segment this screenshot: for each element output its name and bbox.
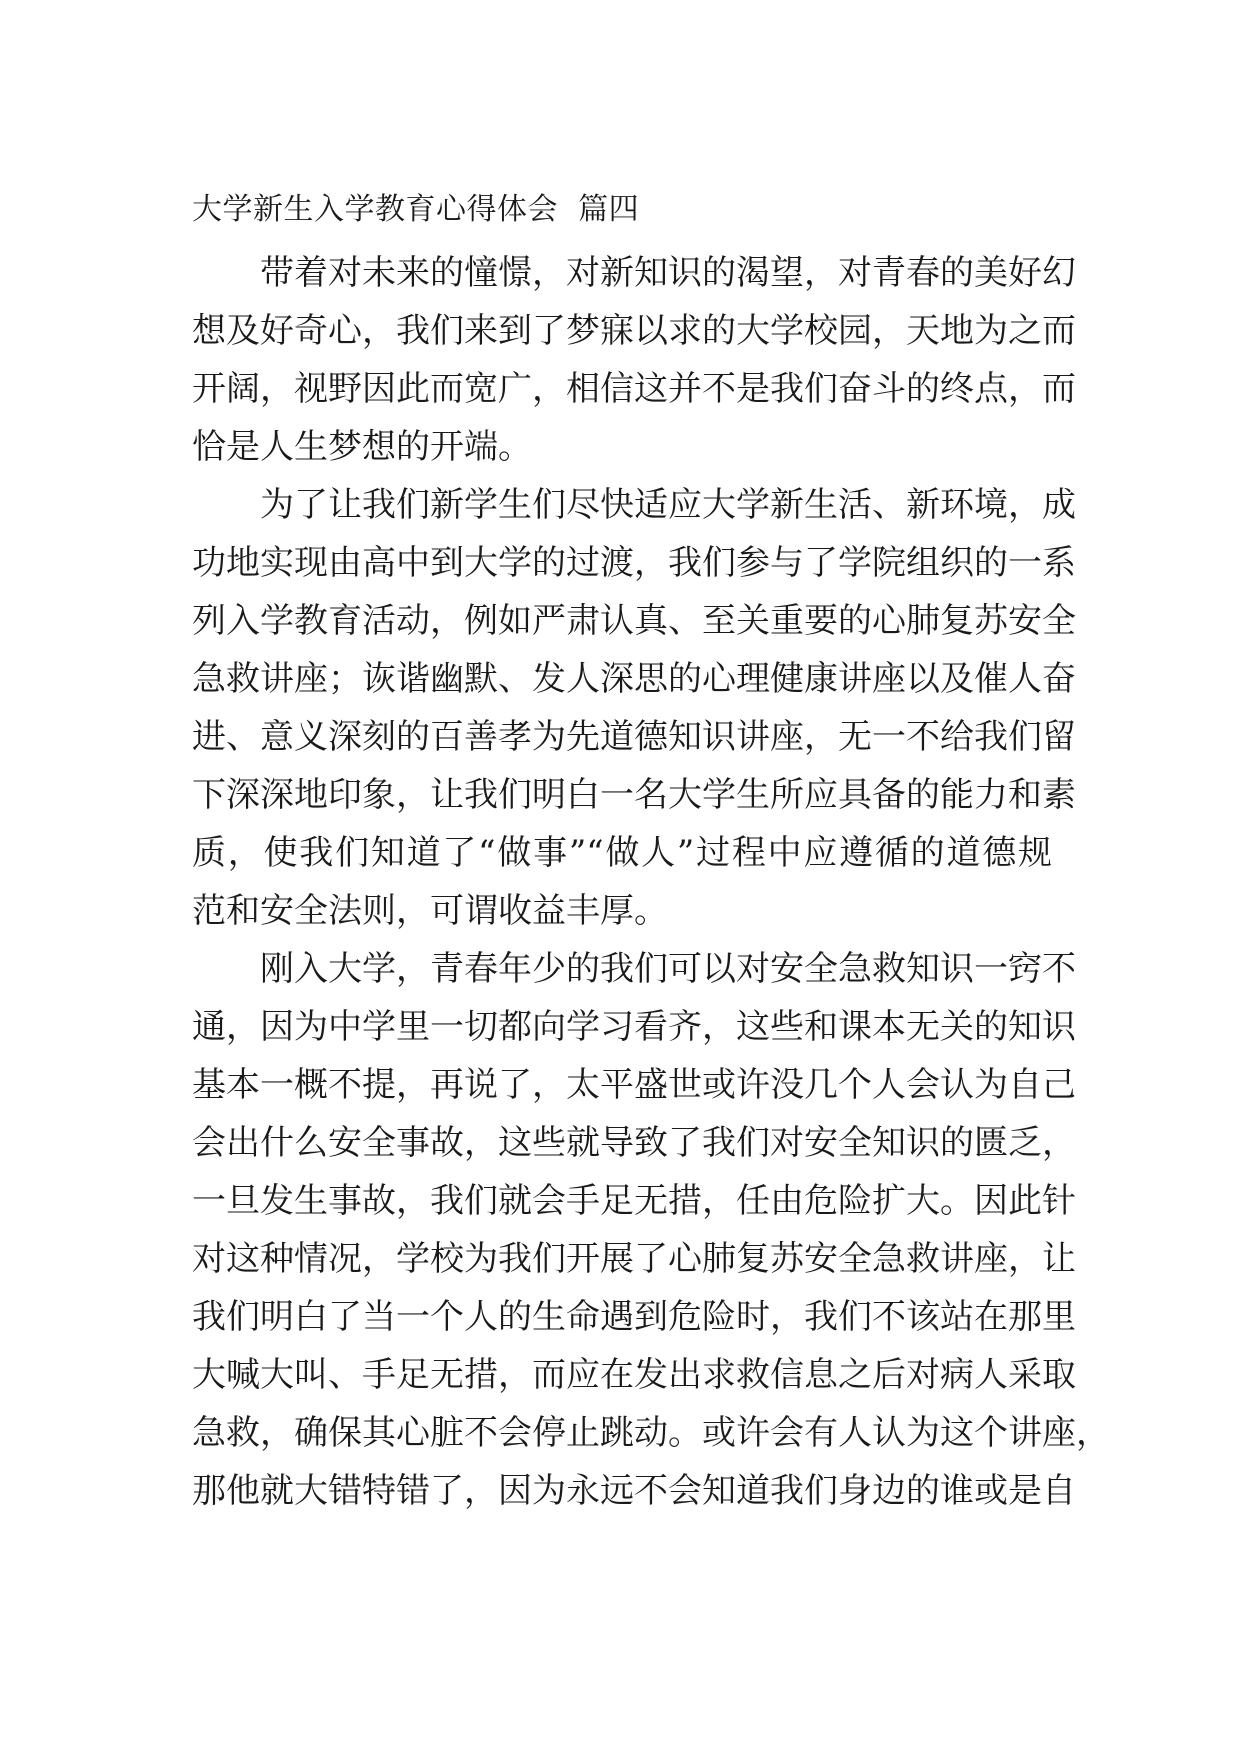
paragraph-line: 急救，确保其心脏不会停止跳动。或许会有人认为这个讲座， xyxy=(192,1413,1110,1453)
document-body xyxy=(192,188,1110,1520)
paragraph-line: 开阔，视野因此而宽广，相信这并不是我们奋斗的终点，而 xyxy=(192,369,1076,409)
paragraph-line: 为了让我们新学生们尽快适应大学新生活、新环境，成 xyxy=(260,485,1076,525)
paragraph-line: 那他就大错特错了，因为永远不会知道我们身边的谁或是自 xyxy=(192,1471,1076,1511)
paragraph-line: 进、意义深刻的百善孝为先道德知识讲座，无一不给我们留 xyxy=(192,717,1076,757)
paragraph-line: 一旦发生事故，我们就会手足无措，任由危险扩大。因此针 xyxy=(192,1181,1076,1221)
paragraph-line: 会出什么安全事故，这些就导致了我们对安全知识的匮乏， xyxy=(192,1123,1076,1163)
paragraph-line: 恰是人生梦想的开端。 xyxy=(192,427,532,467)
paragraph-line: 基本一概不提，再说了，太平盛世或许没几个人会认为自己 xyxy=(192,1065,1076,1105)
paragraph-line: 急救讲座；诙谐幽默、发人深思的心理健康讲座以及催人奋 xyxy=(192,659,1076,699)
paragraph-line: 想及好奇心，我们来到了梦寐以求的大学校园，天地为之而 xyxy=(192,311,1076,351)
paragraph-container xyxy=(192,244,1110,1520)
paragraph-line: 范和安全法则，可谓收益丰厚。 xyxy=(192,891,668,931)
paragraph-line: 大喊大叫、手足无措，而应在发出求救信息之后对病人采取 xyxy=(192,1355,1076,1395)
paragraph-line: 我们明白了当一个人的生命遇到危险时，我们不该站在那里 xyxy=(192,1297,1076,1337)
paragraph-line: 列入学教育活动，例如严肃认真、至关重要的心肺复苏安全 xyxy=(192,601,1076,641)
paragraph xyxy=(192,476,1076,940)
paragraph xyxy=(192,940,1110,1520)
paragraph-line: 质，使我们知道了“做事”“做人”过程中应遵循的道德规 xyxy=(192,833,1052,873)
paragraph-line: 功地实现由高中到大学的过渡，我们参与了学院组织的一系 xyxy=(192,543,1076,583)
paragraph xyxy=(192,244,1076,476)
paragraph-line: 刚入大学，青春年少的我们可以对安全急救知识一窍不 xyxy=(260,949,1076,989)
paragraph-line: 通，因为中学里一切都向学习看齐，这些和课本无关的知识 xyxy=(192,1007,1076,1047)
paragraph-line: 带着对未来的憧憬，对新知识的渴望，对青春的美好幻 xyxy=(260,253,1076,293)
document-title: 大学新生入学教育心得体会 篇四 xyxy=(192,192,640,227)
paragraph-line: 下深深地印象，让我们明白一名大学生所应具备的能力和素 xyxy=(192,775,1076,815)
paragraph-line: 对这种情况，学校为我们开展了心肺复苏安全急救讲座，让 xyxy=(192,1239,1076,1279)
